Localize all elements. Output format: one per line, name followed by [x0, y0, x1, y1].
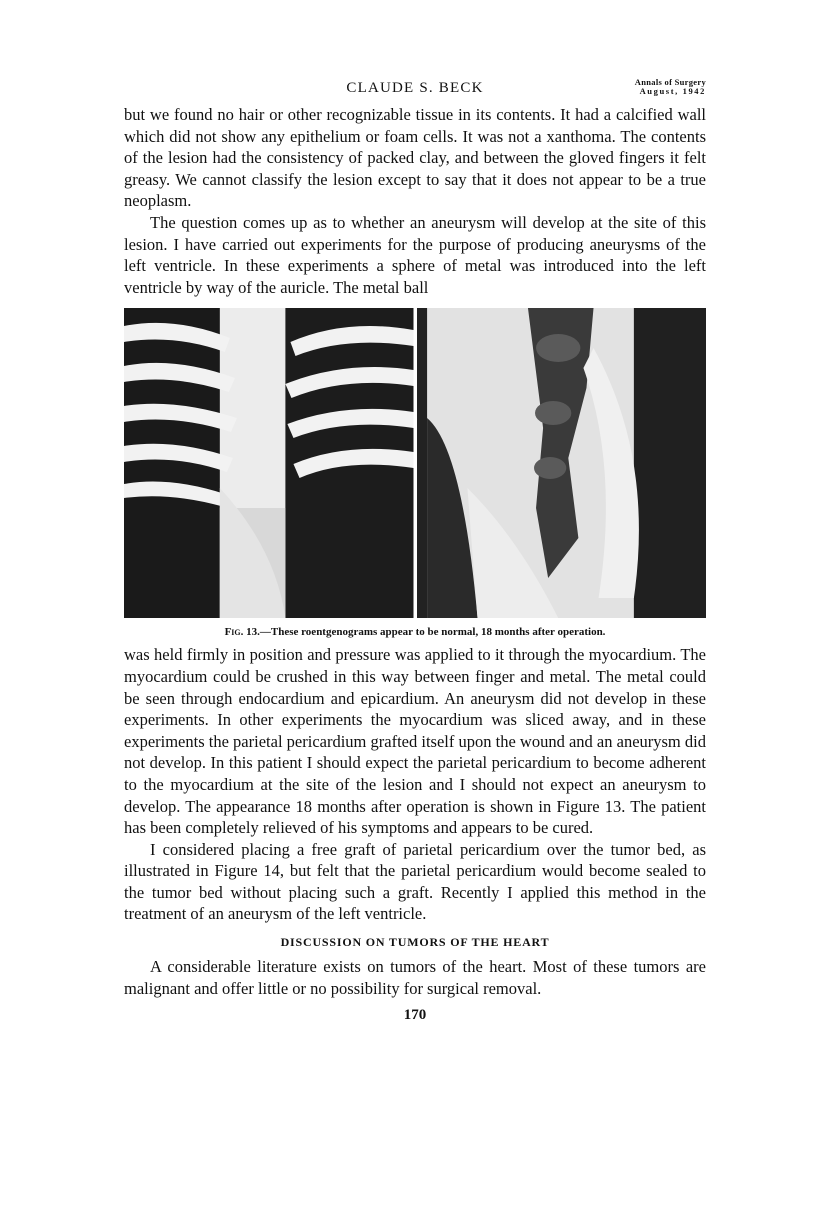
figure-caption-text: —These roentgenograms appear to be normal, 18 months after operation. — [259, 626, 606, 639]
page — [124, 78, 706, 1024]
paragraph-2: The question comes up as to whether an aneurysm will develop at the site of this lesion. I have carried out experiments for the purpose of producing aneurysms of the left ventricle. In these experiments a sphere of metal was introduced into the left ventricle by way of the auricle. The metal ball — [124, 212, 706, 297]
figure-13 — [124, 308, 706, 638]
running-head — [124, 78, 706, 104]
section-heading: DISCUSSION ON TUMORS OF THE HEART — [280, 935, 550, 950]
roentgenogram-right-image — [417, 308, 707, 618]
journal-citation — [635, 78, 706, 96]
paragraph-1: but we found no hair or other recognizable tissue in its contents. It had a calcified wall which did not show any epithelium or foam cells. It was not a xanthoma. The contents of the lesion had the consistency of packed clay, and between the gloved fingers it felt greasy. We cannot classify the lesion except to say that it does not appear to be a true neoplasm. — [124, 105, 706, 211]
paragraph-4: I considered placing a free graft of parietal pericardium over the tumor bed, as illustrated in Figure 14, but felt that the parietal pericardium would become sealed to the tumor bed without placing such a graft. Recently I applied this method in the treatment of an aneurysm of the left ventricle. — [124, 839, 706, 924]
figure-label: Fig. 13. — [224, 626, 260, 639]
paragraph-5: A considerable literature exists on tumors of the heart. Most of these tumors are malignant and offer little or no possibility for surgical removal. — [124, 957, 706, 998]
journal-name: Annals of Surgery — [634, 77, 706, 87]
figure-caption — [124, 626, 706, 638]
paragraph-3: was held firmly in position and pressure was applied to it through the myocardium. The myocardium could be crushed in this way between finger and metal. The metal could be seen through endocardium and epicardium. An aneurysm did not develop in these experiments. In other experiments the myocardium was sliced away, and in these experiments the parietal pericardium grafted itself upon the wound and an aneurysm did not develop. In this patient I should expect the parietal pericardium to become adherent to the myocardium at the site of the lesion and I should not expect an aneurysm to develop. The appearance 18 months after operation is shown in Figure 13. The patient has been completely relieved of his symptoms and appears to be cured. — [124, 645, 706, 838]
running-head-author: CLAUDE S. BECK — [346, 80, 484, 96]
journal-issue-date: August, 1942 — [639, 86, 706, 96]
roentgenogram-left-image — [124, 308, 414, 618]
page-number: 170 — [403, 1007, 427, 1024]
